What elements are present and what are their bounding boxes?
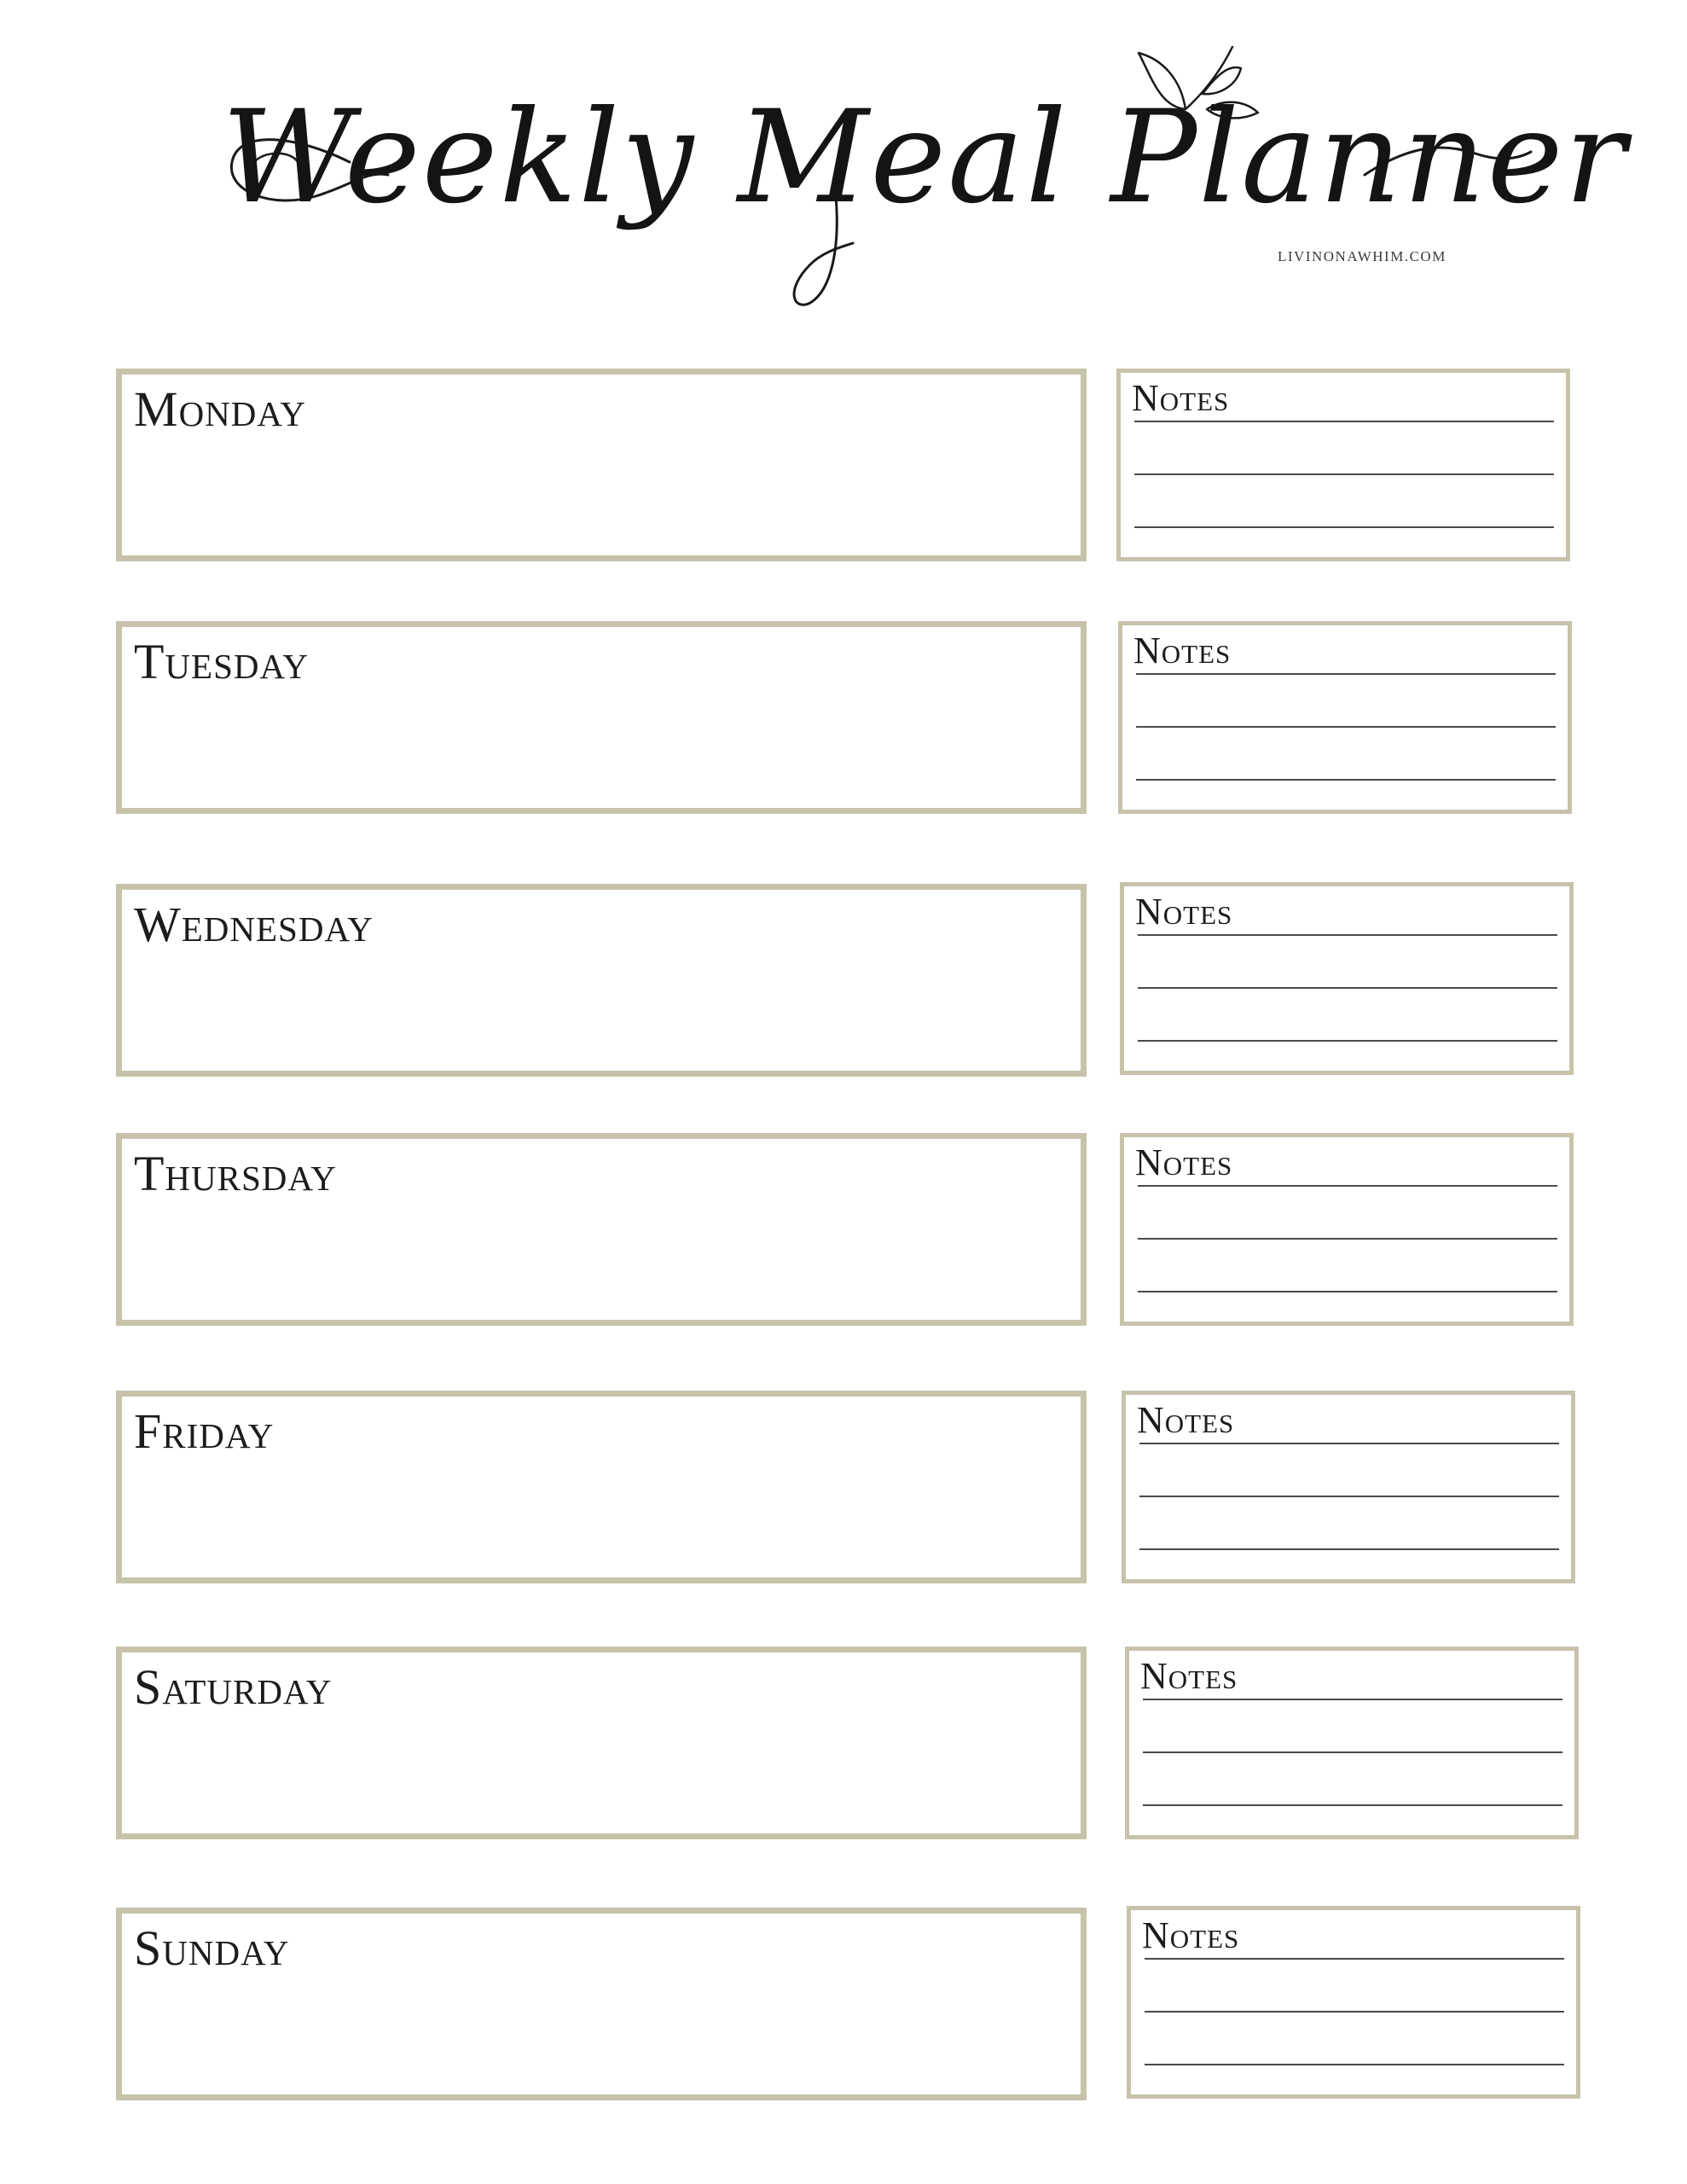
day-label-thursday: Thursday (134, 1146, 337, 1201)
page-title: Weekly Meal Planner (222, 84, 1628, 232)
note-line (1143, 1699, 1562, 1700)
note-line (1138, 934, 1557, 936)
notes-label-saturday: Notes (1140, 1658, 1243, 1695)
note-line (1138, 987, 1557, 989)
note-line (1139, 1443, 1559, 1444)
note-line (1145, 2064, 1564, 2065)
day-label-saturday: Saturday (134, 1659, 333, 1715)
day-label-wednesday: Wednesday (134, 897, 374, 952)
notes-box-sunday[interactable] (1127, 1906, 1580, 2099)
note-line (1136, 726, 1556, 728)
day-label-sunday: Sunday (134, 1920, 290, 1976)
day-box-saturday[interactable] (116, 1647, 1087, 1839)
notes-label-monday: Notes (1132, 380, 1234, 417)
day-label-monday: Monday (134, 381, 306, 437)
notes-box-friday[interactable] (1122, 1391, 1575, 1583)
day-box-friday[interactable] (116, 1391, 1087, 1583)
day-box-sunday[interactable] (116, 1908, 1087, 2100)
note-line (1136, 779, 1556, 781)
notes-label-thursday: Notes (1135, 1144, 1238, 1182)
notes-box-tuesday[interactable] (1118, 621, 1572, 814)
note-line (1138, 1040, 1557, 1042)
notes-box-monday[interactable] (1116, 369, 1570, 561)
notes-label-sunday: Notes (1142, 1917, 1244, 1955)
note-line (1138, 1185, 1557, 1187)
note-line (1139, 1548, 1559, 1550)
notes-box-thursday[interactable] (1120, 1133, 1574, 1326)
note-line (1143, 1751, 1562, 1753)
notes-box-wednesday[interactable] (1120, 882, 1574, 1075)
page-header (0, 0, 1687, 341)
website-credit: LIVINONAWHIM.COM (1278, 248, 1446, 264)
note-line (1136, 673, 1556, 675)
note-line (1138, 1238, 1557, 1240)
notes-label-friday: Notes (1137, 1402, 1239, 1439)
day-box-monday[interactable] (116, 369, 1087, 561)
day-label-tuesday: Tuesday (134, 634, 309, 689)
day-box-tuesday[interactable] (116, 621, 1087, 814)
notes-label-tuesday: Notes (1133, 632, 1236, 670)
note-line (1139, 1496, 1559, 1497)
day-box-thursday[interactable] (116, 1133, 1087, 1326)
note-line (1134, 526, 1554, 528)
day-label-friday: Friday (134, 1403, 275, 1459)
note-line (1138, 1291, 1557, 1292)
note-line (1143, 1804, 1562, 1806)
note-line (1134, 473, 1554, 475)
note-line (1145, 1958, 1564, 1960)
notes-label-wednesday: Notes (1135, 893, 1238, 931)
notes-box-saturday[interactable] (1125, 1647, 1579, 1839)
title-area (222, 34, 1628, 324)
note-line (1134, 421, 1554, 422)
note-line (1145, 2011, 1564, 2013)
day-box-wednesday[interactable] (116, 884, 1087, 1077)
